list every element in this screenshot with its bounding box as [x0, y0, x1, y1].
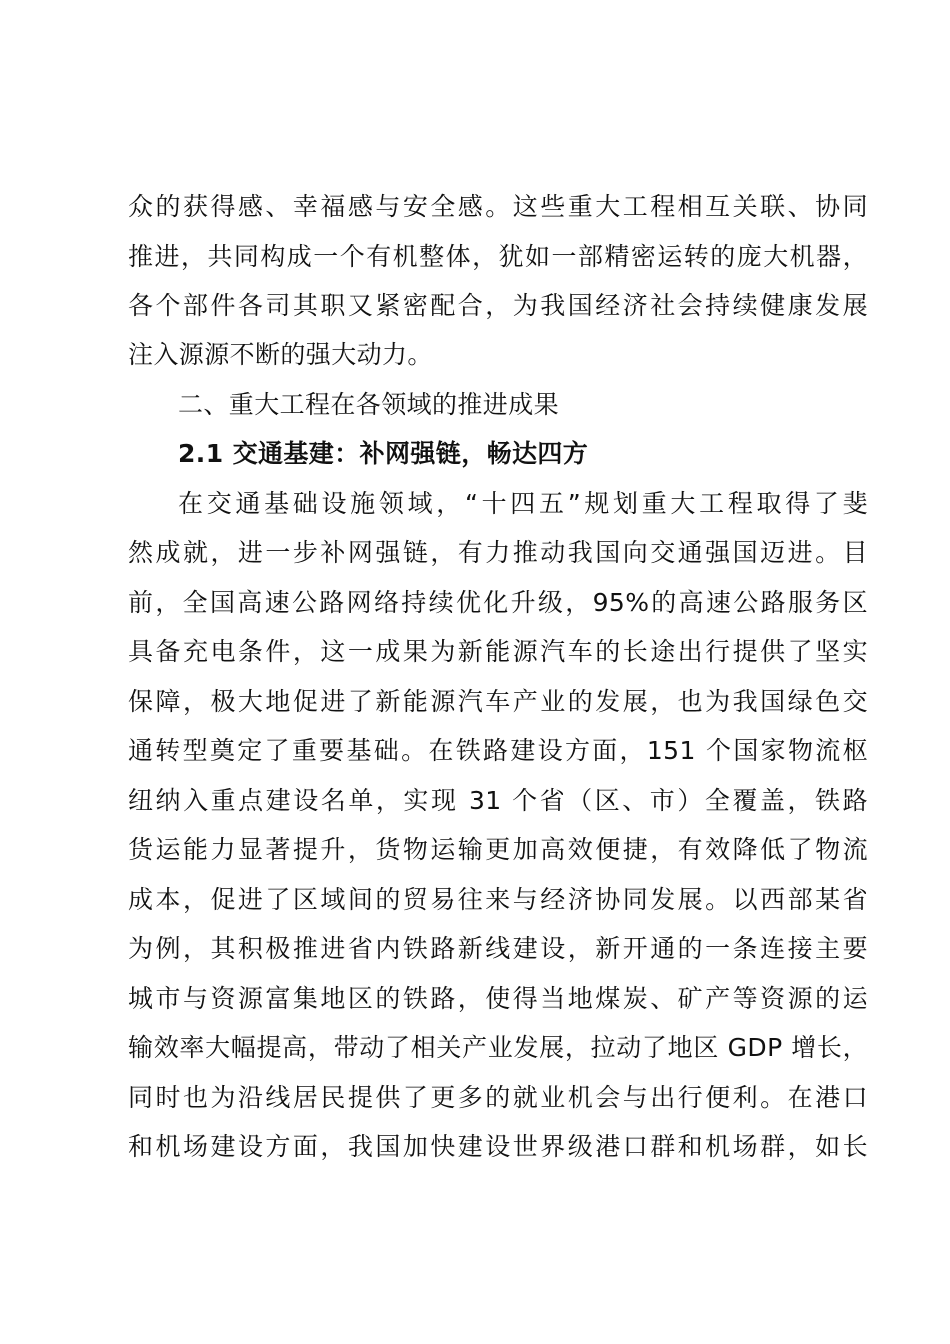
- paragraph-line: 然成就，进一步补网强链，有力推动我国向交通强国迈进。目: [128, 538, 868, 567]
- paragraph-line: 纽纳入重点建设名单，实现 31 个省（区、市）全覆盖，铁路: [128, 786, 868, 815]
- paragraph-line: 输效率大幅提高，带动了相关产业发展，拉动了地区 GDP 增长，: [128, 1033, 868, 1062]
- paragraph-line: 在交通基础设施领域，“十四五”规划重大工程取得了斐: [178, 489, 868, 518]
- paragraph-line: 城市与资源富集地区的铁路，使得当地煤炭、矿产等资源的运: [128, 984, 868, 1013]
- paragraph-line: 为例，其积极推进省内铁路新线建设，新开通的一条连接主要: [128, 934, 868, 963]
- paragraph-line: 同时也为沿线居民提供了更多的就业机会与出行便利。在港口: [128, 1083, 868, 1112]
- paragraph-line: 成本，促进了区域间的贸易往来与经济协同发展。以西部某省: [128, 885, 868, 914]
- paragraph-line: 具备充电条件，这一成果为新能源汽车的长途出行提供了坚实: [128, 637, 868, 666]
- paragraph-line: 保障，极大地促进了新能源汽车产业的发展，也为我国绿色交: [128, 687, 868, 716]
- paragraph-line: 各个部件各司其职又紧密配合，为我国经济社会持续健康发展: [128, 291, 868, 320]
- subsection-heading: 2.1 交通基建：补网强链，畅达四方: [178, 439, 589, 468]
- paragraph-line: 和机场建设方面，我国加快建设世界级港口群和机场群，如长: [128, 1132, 868, 1161]
- paragraph-line: 前，全国高速公路网络持续优化升级，95%的高速公路服务区: [128, 588, 868, 617]
- paragraph-line: 众的获得感、幸福感与安全感。这些重大工程相互关联、协同: [128, 192, 868, 221]
- section-heading: 二、重大工程在各领域的推进成果: [178, 390, 560, 419]
- paragraph-line: 注入源源不断的强大动力。: [128, 340, 433, 369]
- paragraph-line: 通转型奠定了重要基础。在铁路建设方面，151 个国家物流枢: [128, 736, 868, 765]
- paragraph-line: 货运能力显著提升，货物运输更加高效便捷，有效降低了物流: [128, 835, 868, 864]
- paragraph-line: 推进，共同构成一个有机整体，犹如一部精密运转的庞大机器，: [128, 242, 868, 271]
